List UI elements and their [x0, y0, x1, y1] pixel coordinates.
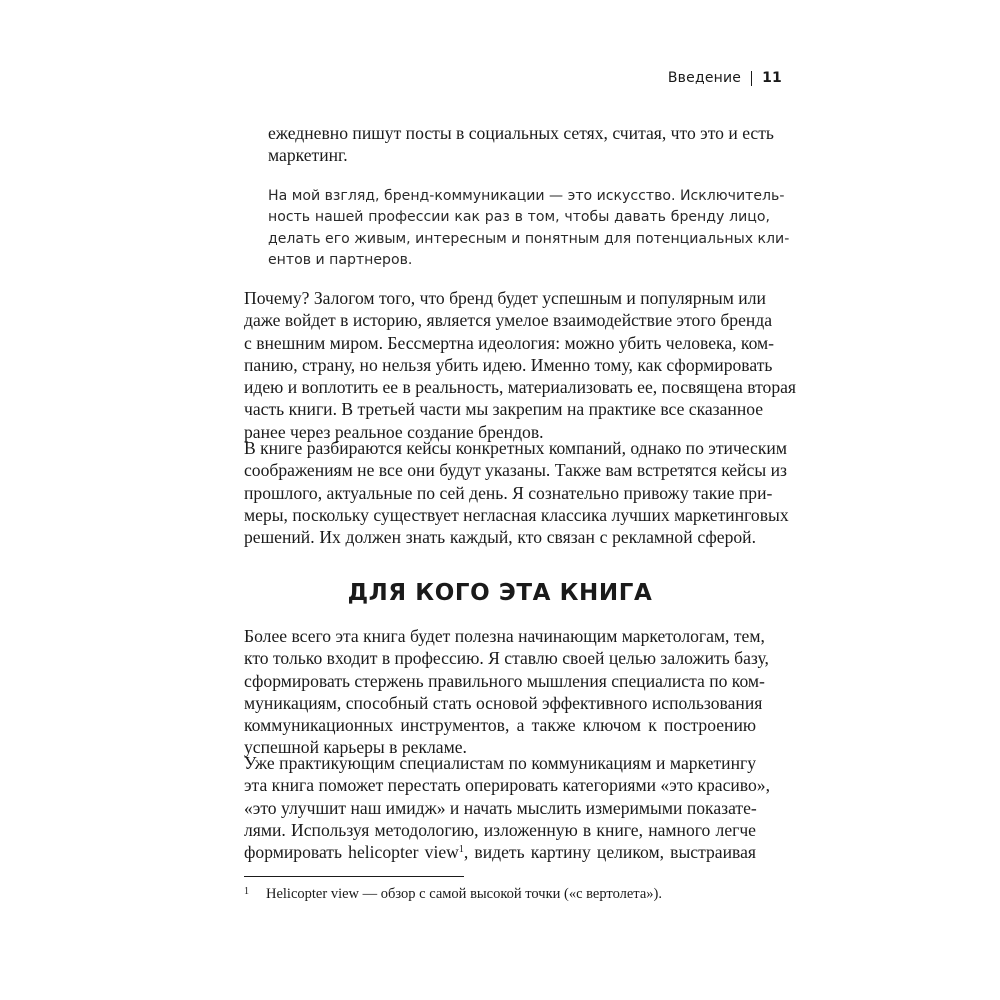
running-head: [668, 70, 782, 86]
footnote-number: 1: [244, 886, 249, 897]
text-line: эта книга поможет перестать оперировать категориями «это красиво»,: [244, 775, 770, 796]
footnote: [244, 882, 756, 904]
text-line: успешной карьеры в рекламе.: [244, 737, 467, 758]
running-head-section: Введение: [667, 70, 742, 86]
text-line: меры, поскольку существует негласная классика лучших маркетинговых: [244, 504, 789, 525]
footnote-text: Helicopter view — обзор с самой высокой точки («с вертолета»).: [266, 886, 662, 902]
text-line: кто только входит в профессию. Я ставлю своей целью заложить базу,: [244, 648, 769, 669]
text-line: прошлого, актуальные по сей день. Я сознательно привожу такие при-: [244, 482, 773, 503]
paragraph-3: [244, 625, 769, 759]
quote-block: [268, 186, 790, 271]
paragraph-4: [244, 752, 770, 863]
text-line: ентов и партнеров.: [268, 251, 413, 268]
text-line: соображениям не все они будут указаны. Также вам встретятся кейсы из: [244, 460, 787, 481]
text-line: даже войдет в историю, является умелое взаимодействие этого бренда: [244, 310, 773, 331]
text-line: ранее через реальное создание брендов.: [244, 421, 544, 442]
paragraph-1: [244, 287, 797, 443]
text-line: лями. Используя методологию, изложенную в книге, намного легче: [244, 819, 756, 840]
text-line: решений. Их должен знать каждый, кто связан с рекламной сферой.: [244, 527, 756, 548]
text-line: делать его живым, интересным и понятным для потенциальных кли-: [268, 230, 790, 247]
section-heading: ДЛЯ КОГО ЭТА КНИГА: [347, 580, 653, 606]
text-line: маркетинг.: [268, 145, 348, 166]
text-line: с внешним миром. Бессмертна идеология: можно убить человека, ком-: [244, 332, 775, 353]
text-line: Более всего эта книга будет полезна начинающим маркетологам, тем,: [244, 626, 765, 646]
text-line: муникациям, способный стать основой эффективного использования: [244, 692, 763, 713]
text-line: идею и воплотить ее в реальность, материализовать ее, посвящена вторая: [244, 377, 797, 398]
text-line: ежедневно пишут посты в социальных сетях, считая, что это и есть: [268, 123, 774, 143]
footnote-divider: [244, 876, 464, 877]
text-line: часть книги. В третьей части мы закрепим на практике все сказанное: [244, 399, 764, 420]
text-line: Уже практикующим специалистам по коммуникациям и маркетингу: [244, 753, 756, 773]
quote-lead-paragraph: [268, 122, 774, 167]
text-line: ность нашей профессии как раз в том, чтобы давать бренду лицо,: [268, 209, 770, 226]
text-fragment: , видеть картину целиком, выстраивая: [463, 842, 756, 863]
text-line: коммуникационных инструментов, а также ключом к построению: [244, 715, 756, 736]
footnote-reference[interactable]: 1: [458, 844, 464, 856]
text-line: На мой взгляд, бренд-коммуникации — это искусство. Исключитель-: [268, 188, 785, 204]
text-line: панию, страну, но нельзя убить идею. Именно тому, как сформировать: [244, 354, 773, 375]
text-line: Почему? Залогом того, что бренд будет успешным и популярным или: [244, 288, 766, 308]
paragraph-2: [244, 437, 789, 548]
text-line-with-footnote: [244, 841, 756, 863]
text-fragment: формировать helicopter view: [244, 842, 459, 863]
text-line: сформировать стержень правильного мышления специалиста по ком-: [244, 670, 765, 691]
page-number: 11: [762, 70, 782, 86]
text-line: В книге разбираются кейсы конкретных компаний, однако по этическим: [244, 438, 787, 458]
running-head-divider: [751, 71, 752, 86]
text-line: «это улучшит наш имидж» и начать мыслить измеримыми показате-: [244, 797, 757, 818]
